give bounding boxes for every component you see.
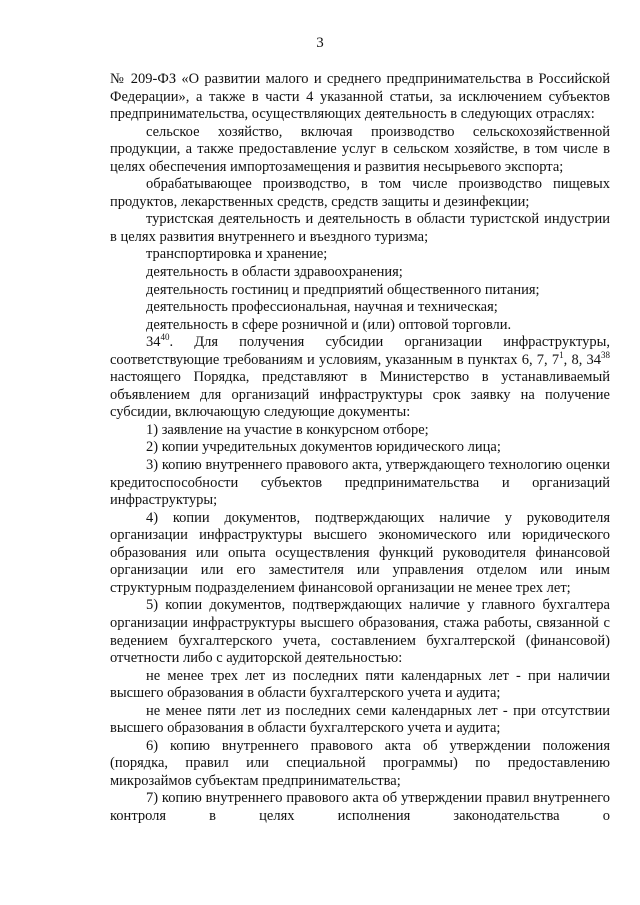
paragraph-continuation: № 209-ФЗ «О развитии малого и среднего предпринимательства в Российской Федерации», а также в части 4 указанной статьи, за исключением субъектов предпринимательства, осуществляющих деятельность в следующих отраслях: [110, 71, 610, 123]
clause-text-part-1: . Для получения субсидии организации инфраструктуры, соответствующие требованиям и условиям, указанным в пунктах 6, 7, 7 [110, 334, 610, 368]
list-item-1: 1) заявление на участие в конкурсном отборе; [146, 421, 429, 438]
paragraph-transport: транспортировка и хранение; [146, 246, 328, 263]
clause-superscript-1: 1 [559, 349, 564, 360]
clause-text-part-3: настоящего Порядка, представляют в Министерство в устанавливаемый объявлением для организаций инфраструктуры срок заявку на получение субсидии, включающую следующие документы: [110, 369, 610, 421]
list-item-7: 7) копию внутреннего правового акта об утверждении правил внутреннего контроля в целях исполнения законодательства о [110, 790, 610, 824]
clause-superscript-2: 38 [601, 349, 610, 360]
paragraph-tourism: туристская деятельность и деятельность в области туристской индустрии в целях развития внутреннего и въездного туризма; [110, 211, 610, 245]
page-number: 3 [316, 35, 324, 51]
paragraph-clause-34-40 [110, 334, 610, 422]
list-item-4: 4) копии документов, подтверждающих наличие у руководителя организации инфраструктуры высшего экономического или юридического образования или опыта осуществления функций руководителя финансовой организации или его заместителя или управления отделом или иным структурным подразделением финансовой организации не менее трех лет; [110, 509, 610, 596]
paragraph-trade: деятельность в сфере розничной и (или) оптовой торговли. [146, 316, 512, 333]
paragraph-healthcare: деятельность в области здравоохранения; [146, 264, 403, 281]
paragraph-manufacturing: обрабатывающее производство, в том числе производство пищевых продуктов, лекарственных средств, средств защиты и дезинфекции; [110, 176, 610, 210]
sub-item-without-education: не менее пяти лет из последних семи календарных лет - при отсутствии высшего образования в области бухгалтерского учета и аудита; [110, 702, 610, 737]
sub-item-with-education: не менее трех лет из последних пяти календарных лет - при наличии высшего образования в области бухгалтерского учета и аудита; [110, 667, 610, 702]
paragraph-professional: деятельность профессиональная, научная и техническая; [146, 299, 498, 316]
paragraph-agriculture: сельское хозяйство, включая производство сельскохозяйственной продукции, а также предоставление услуг в сельском хозяйстве, в том числе в целях обеспечения импортозамещения и развития несырьевого экспорта; [110, 123, 610, 175]
list-item-6: 6) копию внутреннего правового акта об утверждении положения (порядка, правил или специальной программы) по предоставлению микрозаймов субъектам предпринимательства; [110, 737, 610, 789]
list-item-5: 5) копии документов, подтверждающих наличие у главного бухгалтера организации инфраструктуры высшего образования, стажа работы, связанной с ведением бухгалтерского учета, составлением бухгалтерской (финансовой) отчетности либо с аудиторской деятельностью: [110, 597, 610, 667]
clause-number: 34 [146, 334, 161, 351]
clause-text-part-2: , 8, 34 [563, 351, 601, 368]
paragraph-hospitality: деятельность гостиниц и предприятий общественного питания; [146, 281, 540, 298]
list-item-2: 2) копии учредительных документов юридического лица; [146, 439, 501, 456]
clause-number-superscript: 40 [160, 332, 170, 343]
list-item-3: 3) копию внутреннего правового акта, утверждающего технологию оценки кредитоспособности субъектов предпринимательства и организаций инфраструктуры; [110, 457, 610, 509]
document-body [110, 71, 610, 826]
